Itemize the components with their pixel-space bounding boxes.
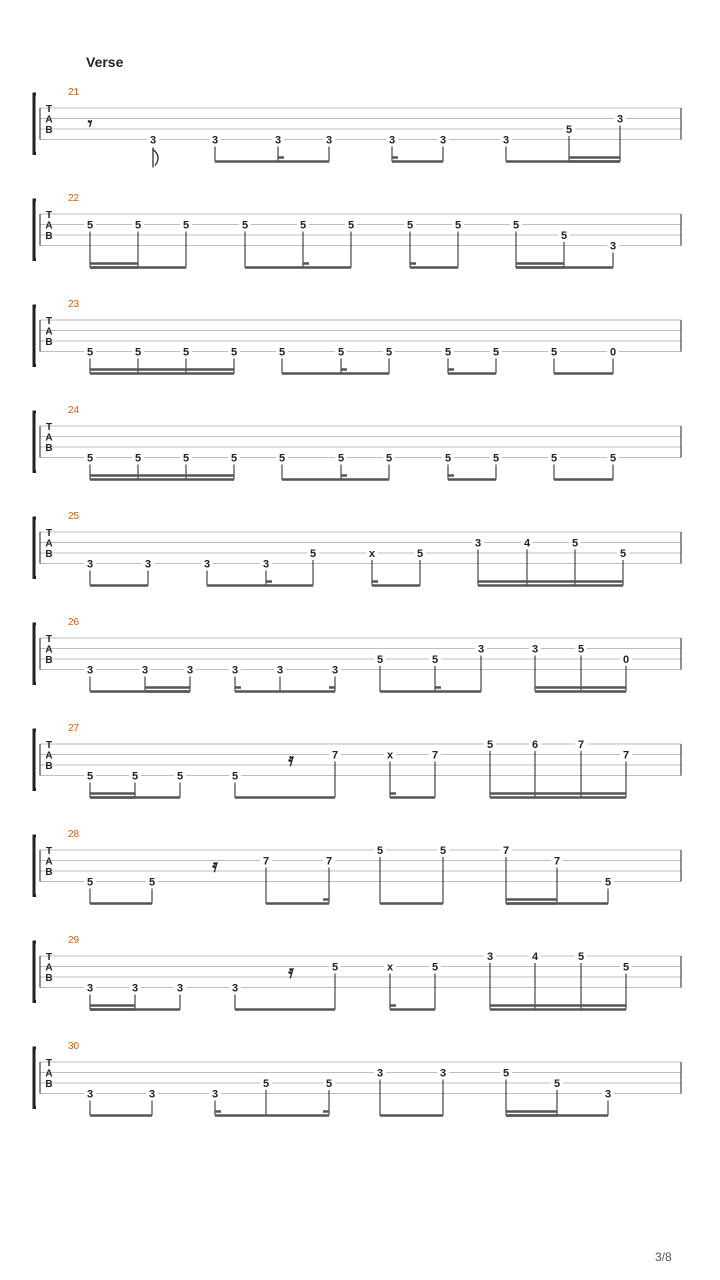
system-bracket bbox=[34, 836, 36, 896]
fret-number: 5 bbox=[604, 876, 612, 889]
fret-number: 4 bbox=[523, 537, 531, 550]
fret-number: 5 bbox=[86, 876, 94, 889]
fret-number: 3 bbox=[86, 1088, 94, 1101]
fret-number: 3 bbox=[477, 643, 485, 656]
fret-number: 0 bbox=[622, 654, 630, 666]
fret-number: 5 bbox=[134, 219, 142, 232]
tab-system bbox=[34, 723, 681, 798]
measure-number: 30 bbox=[68, 1041, 80, 1052]
fret-number: 5 bbox=[134, 452, 142, 465]
tab-clef-letter: T bbox=[45, 422, 53, 433]
fret-number: 5 bbox=[309, 548, 317, 560]
tab-clef-letter: A bbox=[45, 220, 53, 232]
measure-number: 25 bbox=[68, 511, 80, 522]
fret-number: 7 bbox=[502, 845, 510, 857]
system-bracket bbox=[34, 200, 36, 260]
system-bracket bbox=[34, 730, 36, 790]
fret-number: 5 bbox=[492, 346, 500, 359]
tab-clef-letter: B bbox=[45, 867, 53, 878]
tab-system bbox=[34, 87, 681, 168]
fret-number: 3 bbox=[148, 1088, 156, 1101]
system-bracket bbox=[34, 94, 36, 154]
fret-number: 3 bbox=[211, 1088, 219, 1101]
measure-number: 21 bbox=[68, 87, 80, 98]
fret-number: x bbox=[386, 961, 394, 974]
tab-system bbox=[34, 193, 681, 268]
fret-number: 5 bbox=[182, 346, 190, 359]
fret-number: 5 bbox=[376, 654, 384, 666]
fret-number: 6 bbox=[531, 739, 539, 751]
system-bracket bbox=[34, 306, 36, 366]
fret-number: 5 bbox=[86, 346, 94, 359]
fret-number: 3 bbox=[274, 134, 282, 147]
fret-number: 5 bbox=[431, 654, 439, 666]
measure-number: 28 bbox=[68, 829, 80, 840]
fret-number: 3 bbox=[231, 982, 239, 995]
tab-clef-letter: A bbox=[45, 326, 53, 338]
tab-system bbox=[34, 405, 681, 480]
sixteenth-rest: 𝄿 bbox=[288, 961, 294, 983]
fret-number: 5 bbox=[444, 452, 452, 465]
fret-number: 3 bbox=[176, 982, 184, 995]
system-bracket bbox=[34, 412, 36, 472]
tab-clef-letter: B bbox=[45, 443, 53, 454]
fret-number: 5 bbox=[577, 643, 585, 656]
tab-system bbox=[34, 511, 681, 586]
fret-number: 3 bbox=[86, 558, 94, 571]
tab-clef-letter: T bbox=[45, 104, 53, 115]
fret-number: 5 bbox=[182, 452, 190, 465]
fret-number: 3 bbox=[325, 134, 333, 147]
fret-number: 3 bbox=[144, 558, 152, 571]
fret-number: 5 bbox=[385, 346, 393, 359]
fret-number: 5 bbox=[454, 219, 462, 232]
fret-number: 3 bbox=[486, 951, 494, 963]
fret-number: 5 bbox=[148, 876, 156, 889]
fret-number: 5 bbox=[609, 452, 617, 465]
tab-clef-letter: T bbox=[45, 528, 53, 539]
fret-number: 3 bbox=[531, 643, 539, 656]
fret-number: 3 bbox=[262, 558, 270, 571]
fret-number: 3 bbox=[86, 664, 94, 677]
fret-number: 3 bbox=[149, 134, 157, 147]
fret-number: 5 bbox=[619, 548, 627, 560]
fret-number: 5 bbox=[182, 219, 190, 232]
tab-clef-letter: B bbox=[45, 1079, 53, 1090]
fret-number: 4 bbox=[531, 951, 539, 963]
tab-system bbox=[34, 1041, 681, 1116]
tab-clef-letter: A bbox=[45, 644, 53, 656]
fret-number: 3 bbox=[211, 134, 219, 147]
fret-number: 5 bbox=[347, 219, 355, 232]
tab-clef-letter: A bbox=[45, 856, 53, 868]
fret-number: 3 bbox=[388, 134, 396, 147]
fret-number: 3 bbox=[609, 240, 617, 253]
fret-number: 3 bbox=[131, 982, 139, 995]
fret-number: 5 bbox=[278, 346, 286, 359]
fret-number: 5 bbox=[230, 346, 238, 359]
measure-number: 26 bbox=[68, 617, 80, 628]
fret-number: 5 bbox=[571, 537, 579, 550]
fret-number: 7 bbox=[331, 749, 339, 762]
system-bracket bbox=[34, 1048, 36, 1108]
fret-number: 5 bbox=[577, 951, 585, 963]
fret-number: 3 bbox=[439, 1067, 447, 1080]
fret-number: 5 bbox=[176, 770, 184, 783]
tab-clef-letter: B bbox=[45, 549, 53, 560]
fret-number: 0 bbox=[609, 346, 617, 359]
fret-number: 5 bbox=[337, 452, 345, 465]
fret-number: 3 bbox=[604, 1088, 612, 1101]
sixteenth-rest: 𝄿 bbox=[212, 855, 218, 877]
fret-number: 7 bbox=[622, 749, 630, 762]
tab-clef-letter: A bbox=[45, 538, 53, 550]
fret-number: 5 bbox=[553, 1078, 561, 1090]
fret-number: 5 bbox=[512, 219, 520, 232]
fret-number: 5 bbox=[337, 346, 345, 359]
tab-clef-letter: A bbox=[45, 962, 53, 974]
grace-stem bbox=[153, 148, 158, 168]
fret-number: 5 bbox=[262, 1078, 270, 1090]
page-number: 3/8 bbox=[655, 1250, 672, 1264]
fret-number: 5 bbox=[439, 845, 447, 857]
fret-number: x bbox=[386, 749, 394, 762]
fret-number: 3 bbox=[203, 558, 211, 571]
tab-clef-letter: B bbox=[45, 231, 53, 242]
sixteenth-rest: 𝄿 bbox=[288, 749, 294, 771]
tab-clef-letter: B bbox=[45, 973, 53, 984]
section-title: Verse bbox=[86, 54, 124, 70]
tab-clef-letter: T bbox=[45, 634, 53, 645]
fret-number: 3 bbox=[502, 134, 510, 147]
tab-clef-letter: B bbox=[45, 125, 53, 136]
fret-number: 5 bbox=[565, 124, 573, 136]
fret-number: 3 bbox=[331, 664, 339, 677]
fret-number: 5 bbox=[560, 230, 568, 242]
fret-number: 5 bbox=[492, 452, 500, 465]
tab-clef-letter: T bbox=[45, 952, 53, 963]
tab-system bbox=[34, 829, 681, 904]
fret-number: 3 bbox=[276, 664, 284, 677]
fret-number: 7 bbox=[431, 749, 439, 762]
fret-number: 3 bbox=[186, 664, 194, 677]
fret-number: 5 bbox=[231, 770, 239, 783]
tab-clef-letter: A bbox=[45, 432, 53, 444]
tab-clef-letter: A bbox=[45, 114, 53, 126]
fret-number: 3 bbox=[616, 113, 624, 126]
tab-clef-letter: T bbox=[45, 846, 53, 857]
fret-number: 5 bbox=[502, 1067, 510, 1080]
fret-number: 5 bbox=[278, 452, 286, 465]
fret-number: 5 bbox=[622, 961, 630, 974]
eighth-rest: 𝄾 bbox=[87, 113, 93, 135]
fret-number: 5 bbox=[550, 452, 558, 465]
tab-system bbox=[34, 617, 681, 692]
tab-clef-letter: T bbox=[45, 740, 53, 751]
tab-clef-letter: A bbox=[45, 1068, 53, 1080]
fret-number: 7 bbox=[325, 855, 333, 868]
fret-number: 3 bbox=[141, 664, 149, 677]
tab-clef-letter: T bbox=[45, 210, 53, 221]
fret-number: 3 bbox=[474, 537, 482, 550]
fret-number: 5 bbox=[86, 770, 94, 783]
measure-number: 22 bbox=[68, 193, 80, 204]
fret-number: 5 bbox=[385, 452, 393, 465]
fret-number: 5 bbox=[86, 219, 94, 232]
tab-clef-letter: B bbox=[45, 655, 53, 666]
fret-number: 5 bbox=[131, 770, 139, 783]
fret-number: 5 bbox=[86, 452, 94, 465]
system-bracket bbox=[34, 942, 36, 1002]
tab-clef-letter: B bbox=[45, 761, 53, 772]
measure-number: 29 bbox=[68, 935, 80, 946]
fret-number: 7 bbox=[577, 739, 585, 751]
tab-clef-letter: A bbox=[45, 750, 53, 762]
fret-number: 7 bbox=[262, 855, 270, 868]
tab-clef-letter: B bbox=[45, 337, 53, 348]
fret-number: 5 bbox=[331, 961, 339, 974]
fret-number: 5 bbox=[325, 1078, 333, 1090]
fret-number: 5 bbox=[230, 452, 238, 465]
fret-number: 5 bbox=[444, 346, 452, 359]
fret-number: 5 bbox=[376, 845, 384, 857]
tab-system bbox=[34, 299, 681, 374]
measure-number: 24 bbox=[68, 405, 80, 416]
fret-number: 5 bbox=[241, 219, 249, 232]
fret-number: x bbox=[368, 548, 376, 560]
fret-number: 3 bbox=[86, 982, 94, 995]
tab-clef-letter: T bbox=[45, 1058, 53, 1069]
fret-number: 3 bbox=[439, 134, 447, 147]
fret-number: 5 bbox=[431, 961, 439, 974]
fret-number: 5 bbox=[550, 346, 558, 359]
fret-number: 3 bbox=[376, 1067, 384, 1080]
fret-number: 3 bbox=[231, 664, 239, 677]
fret-number: 7 bbox=[553, 855, 561, 868]
fret-number: 5 bbox=[486, 739, 494, 751]
fret-number: 5 bbox=[416, 548, 424, 560]
measure-number: 23 bbox=[68, 299, 80, 310]
system-bracket bbox=[34, 518, 36, 578]
tab-system bbox=[34, 935, 681, 1010]
fret-number: 5 bbox=[406, 219, 414, 232]
tab-clef-letter: T bbox=[45, 316, 53, 327]
fret-number: 5 bbox=[134, 346, 142, 359]
system-bracket bbox=[34, 624, 36, 684]
fret-number: 5 bbox=[299, 219, 307, 232]
measure-number: 27 bbox=[68, 723, 80, 734]
